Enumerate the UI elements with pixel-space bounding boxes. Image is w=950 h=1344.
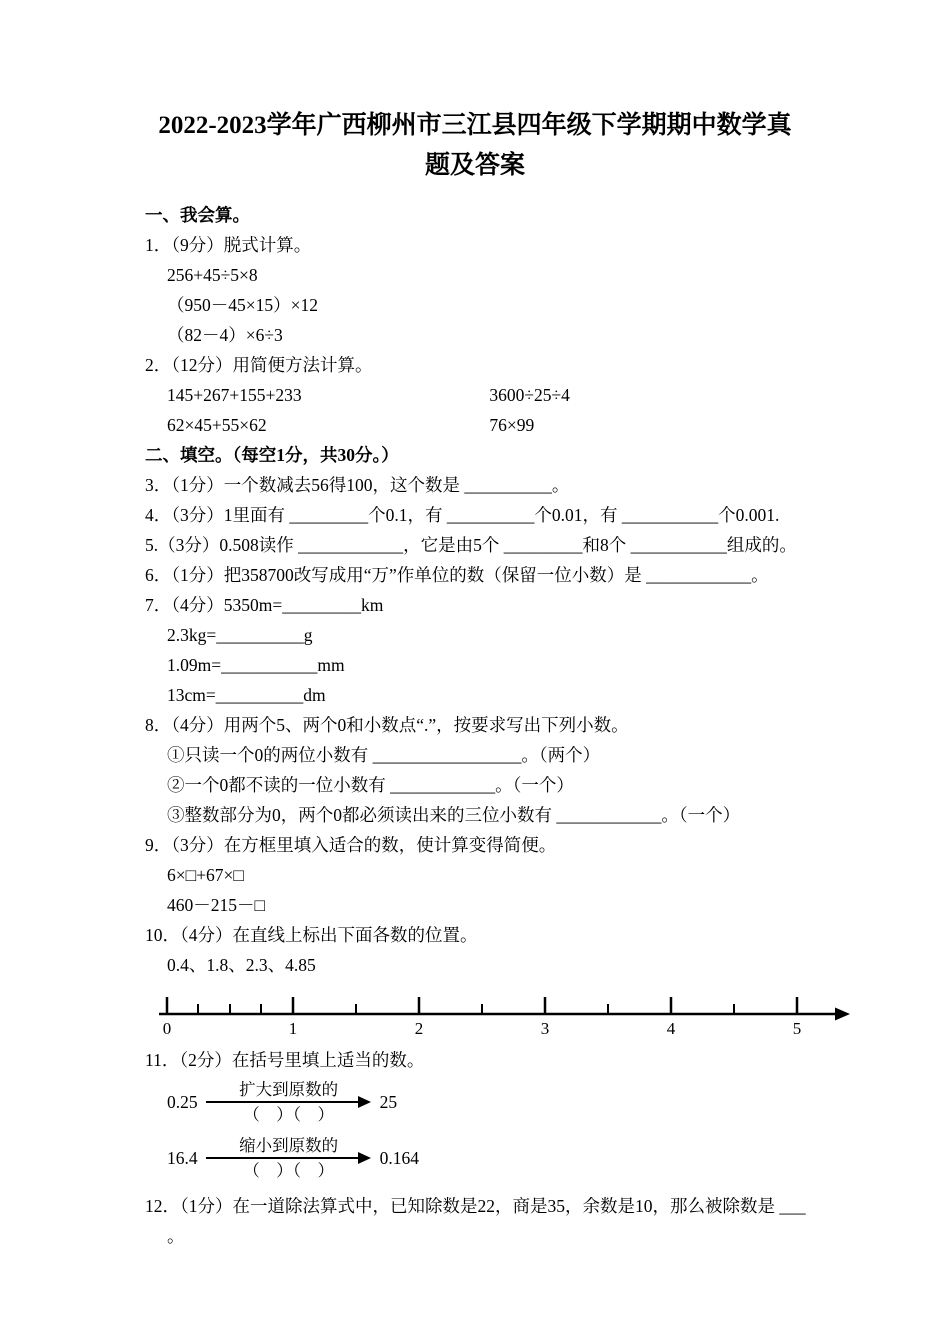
expression-line: （82－4）×6÷3	[167, 325, 283, 345]
expression-row	[145, 410, 855, 440]
question-7-label: 7．（4分）5350m=_________km	[145, 595, 384, 615]
arrow-bottom-label: （ ）（ ）	[243, 1161, 334, 1180]
exam-title-line2: 题及答案	[424, 152, 525, 179]
axis-label-5: 5	[792, 1019, 802, 1038]
exam-title	[95, 106, 855, 186]
section2-heading: 二、填空。（每空1分，共30分。）	[145, 445, 399, 465]
arrow-middle	[206, 1135, 372, 1181]
axis-label-4: 4	[666, 1019, 676, 1038]
question-8-item: ②一个0都不读的一位小数有 ____________。（一个）	[167, 775, 574, 795]
question-8-item: ③整数部分为0，两个0都必须读出来的三位小数有 ____________。（一个）	[167, 805, 741, 825]
question-3: 3．（1分）一个数减去56得100，这个数是 __________。	[145, 475, 570, 495]
expression-line: 76×99	[489, 415, 535, 435]
right-arrow-icon	[206, 1101, 358, 1103]
axis-label-1: 1	[288, 1019, 298, 1038]
unit-conversion-line: 13cm=__________dm	[167, 685, 326, 705]
axis-label-0: 0	[162, 1019, 172, 1038]
diagram-to-value: 25	[379, 1091, 398, 1112]
question-6: 6．（1分）把358700改写成用“万”作单位的数（保留一位小数）是 ____________。	[145, 565, 769, 585]
question-9-label: 9．（3分）在方框里填入适合的数，使计算变得简便。	[145, 835, 557, 855]
unit-conversion-line: 2.3kg=__________g	[167, 625, 313, 645]
question-12-end: 。	[167, 1226, 185, 1246]
question-8-item: ①只读一个0的两位小数有 _________________。（两个）	[167, 745, 601, 765]
expression-line: 6×□+67×□	[167, 865, 244, 885]
axis-arrowhead	[835, 1008, 850, 1021]
question-2-label: 2．（12分）用简便方法计算。	[145, 355, 373, 375]
unit-conversion-line: 1.09m=___________mm	[167, 655, 345, 675]
expression-line: 256+45÷5×8	[167, 265, 258, 285]
expression-line: 3600÷25÷4	[489, 385, 570, 405]
arrow-bottom-label: （ ）（ ）	[243, 1105, 334, 1124]
question-10-numbers: 0.4、1.8、2.3、4.85	[167, 955, 316, 975]
exam-title-line1: 2022-2023学年广西柳州市三江县四年级下学期期中数学真	[158, 112, 792, 139]
diagram-from-value: 16.4	[167, 1147, 198, 1168]
arrow-diagram-shrink	[167, 1135, 855, 1181]
question-4: 4．（3分）1里面有 _________个0.1，有 __________个0.01，有 ___________个0.001.	[145, 505, 780, 525]
arrow-middle	[206, 1079, 372, 1125]
arrowhead-icon	[358, 1096, 371, 1108]
question-1-label: 1．（9分）脱式计算。	[145, 235, 312, 255]
number-line	[155, 984, 855, 1043]
diagram-from-value: 0.25	[167, 1091, 198, 1112]
question-11-label: 11．（2分）在括号里填上适当的数。	[145, 1050, 425, 1070]
axis-label-2: 2	[414, 1019, 424, 1038]
expression-line: 460－215－□	[167, 895, 266, 915]
arrowhead-icon	[358, 1152, 371, 1164]
arrow-top-label: 缩小到原数的	[239, 1136, 339, 1155]
expression-row	[145, 380, 855, 410]
arrow-diagram-enlarge	[167, 1079, 855, 1125]
question-12: 12．（1分）在一道除法算式中，已知除数是22，商是35，余数是10，那么被除数是 ___	[145, 1196, 806, 1216]
number-line-axis	[155, 984, 855, 1038]
expression-line: 145+267+155+233	[167, 385, 302, 405]
section1-heading: 一、我会算。	[145, 205, 250, 225]
expression-line: （950－45×15）×12	[167, 295, 318, 315]
question-8-label: 8．（4分）用两个5、两个0和小数点“.”，按要求写出下列小数。	[145, 715, 629, 735]
diagram-to-value: 0.164	[379, 1147, 419, 1168]
question-5: 5.（3分）0.508读作 ____________，它是由5个 _________和8个 ___________组成的。	[145, 535, 797, 555]
right-arrow-icon	[206, 1157, 358, 1159]
expression-line: 62×45+55×62	[167, 415, 267, 435]
question-10-label: 10．（4分）在直线上标出下面各数的位置。	[145, 925, 478, 945]
arrow-top-label: 扩大到原数的	[239, 1080, 339, 1099]
axis-label-3: 3	[540, 1019, 550, 1038]
